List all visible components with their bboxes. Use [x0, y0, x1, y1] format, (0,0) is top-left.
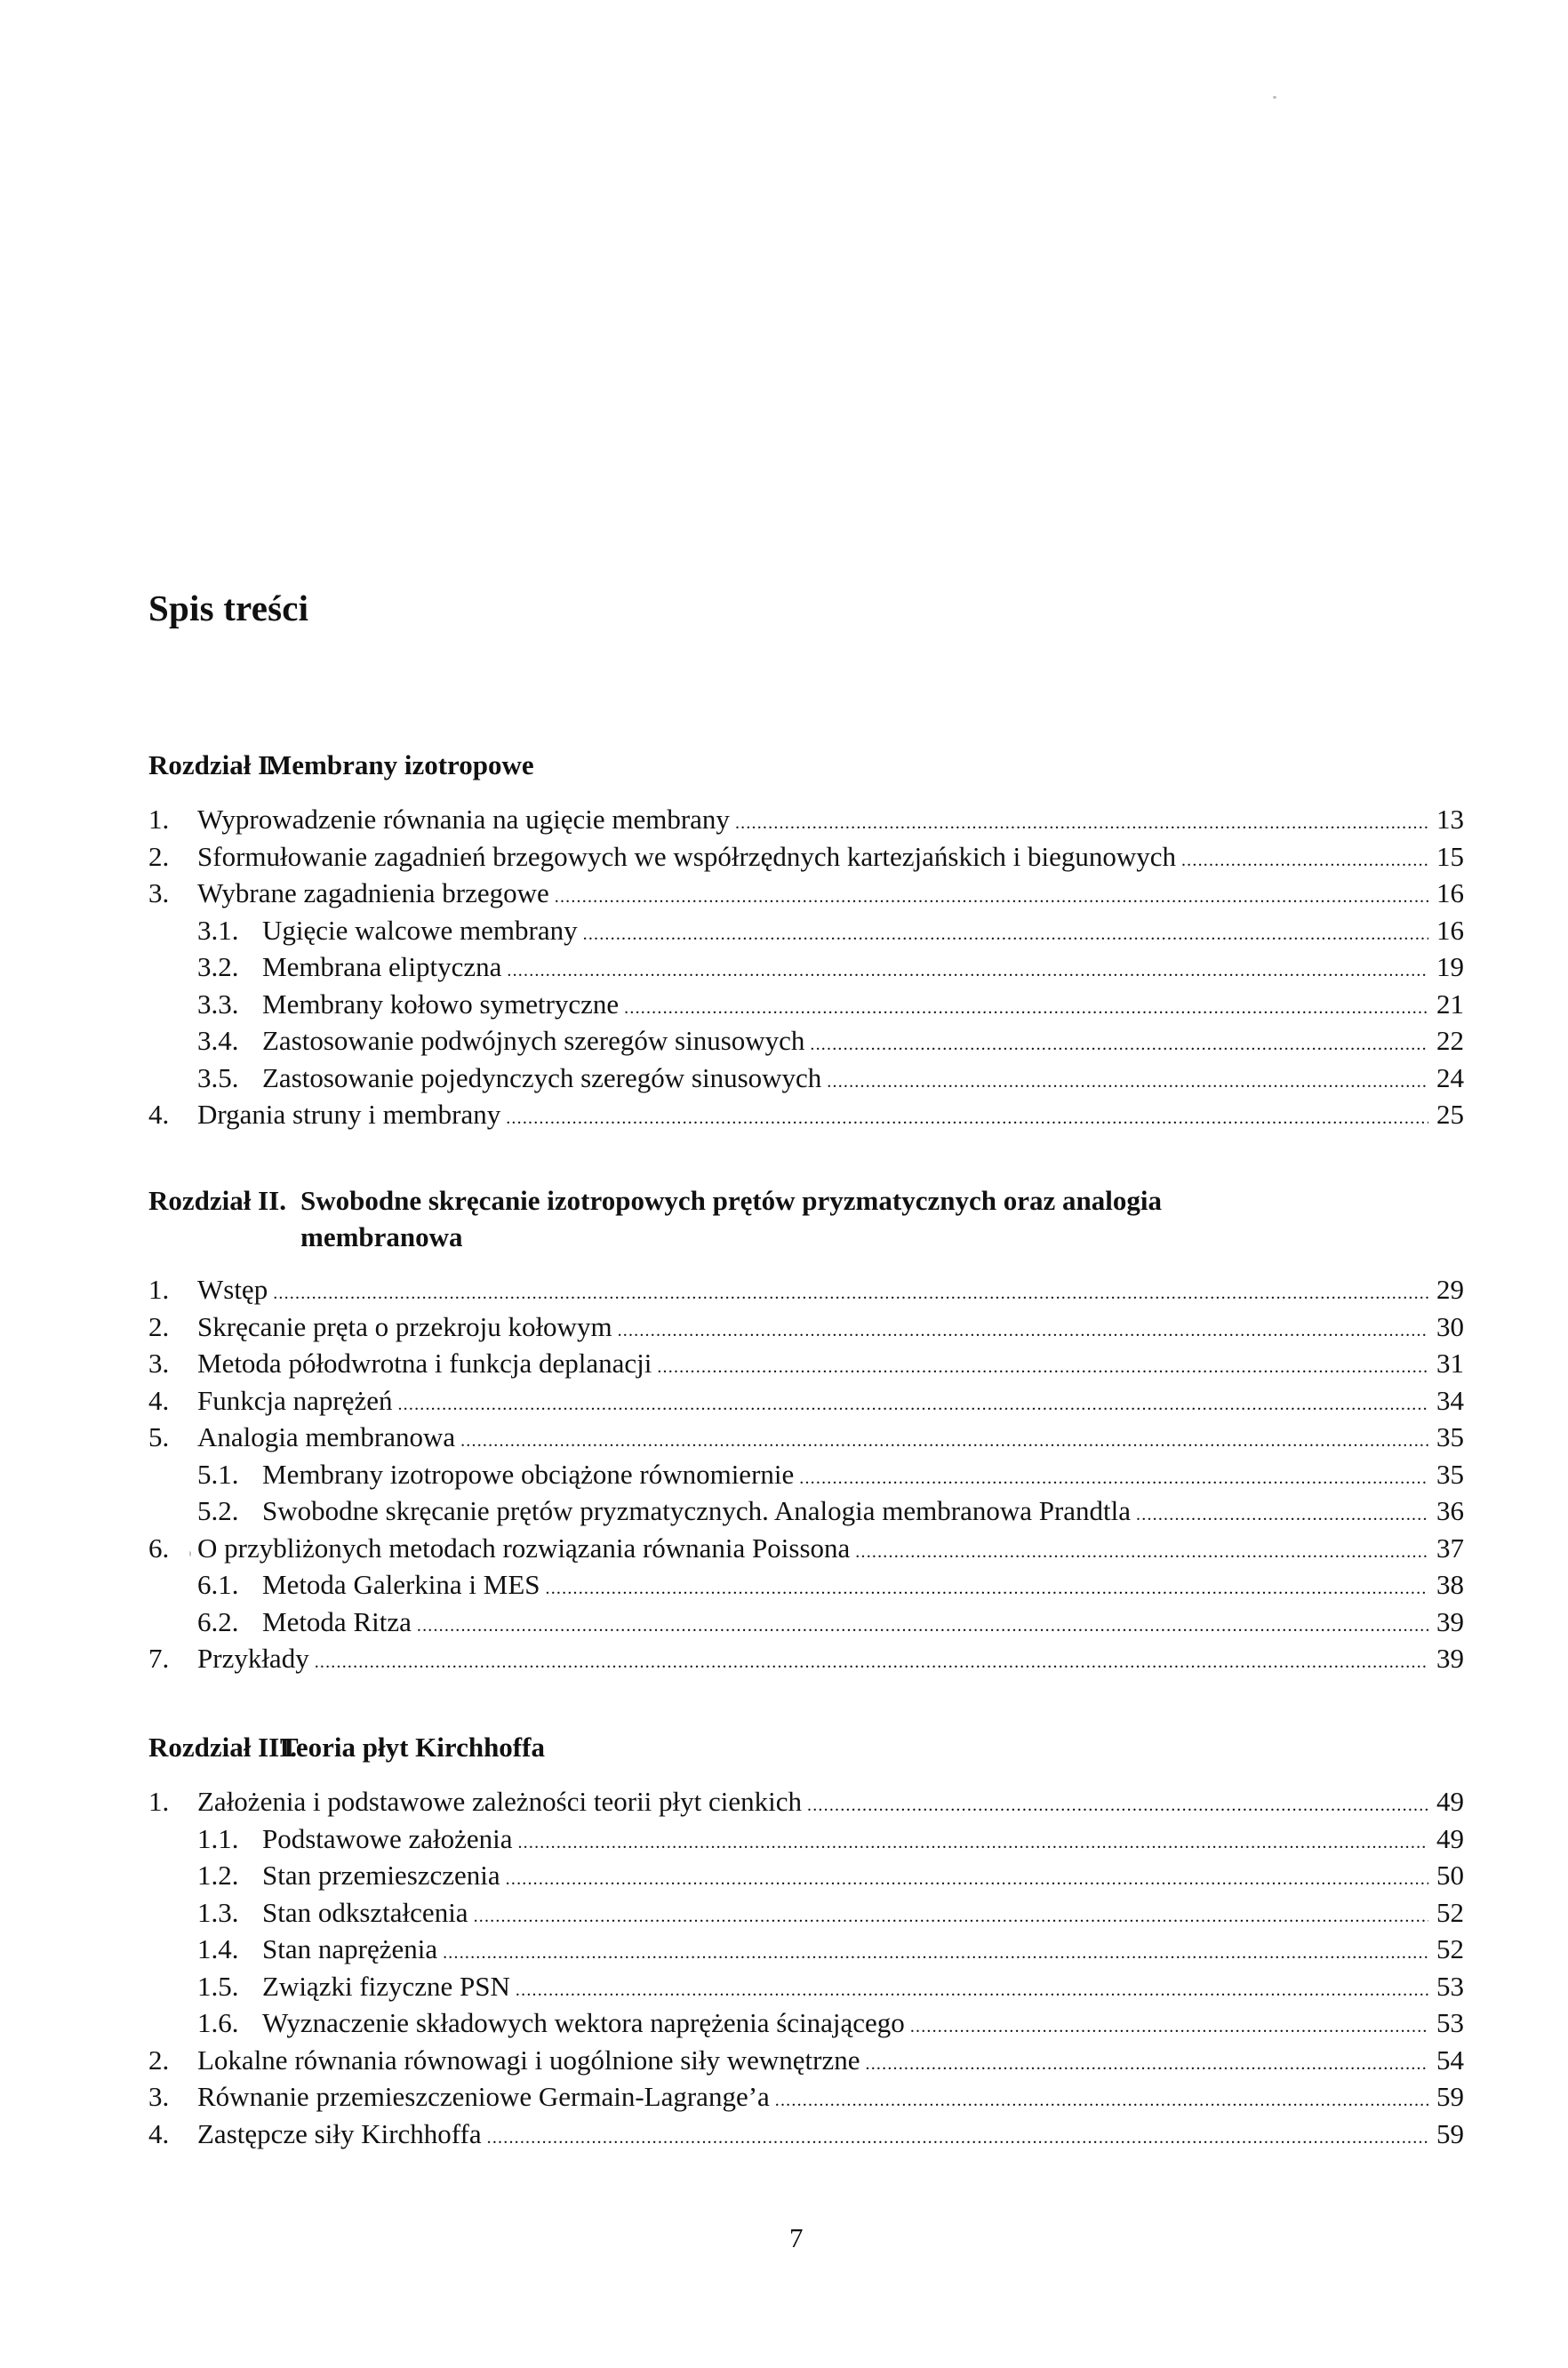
dot-leader — [810, 1027, 1428, 1064]
chapter-1 — [148, 747, 1464, 1133]
entry-number: 3.4. — [197, 1025, 239, 1056]
entry-title: Wstęp — [197, 1274, 268, 1305]
entry-number: 5.2. — [197, 1495, 239, 1526]
toc-entry — [148, 838, 1464, 876]
entry-page: 38 — [1436, 1569, 1464, 1600]
entry-page: 53 — [1436, 2007, 1464, 2038]
chapter-label: Rozdział II. — [148, 1185, 286, 1216]
toc-entries — [148, 801, 1464, 1133]
entry-title: Sformułowanie zagadnień brzegowych we współrzędnych kartezjańskich i biegunowych — [197, 840, 1176, 872]
entry-page: 19 — [1436, 951, 1464, 982]
entry-number: 3. — [148, 1348, 170, 1379]
dot-leader — [910, 2009, 1428, 2046]
entry-title: Membrany izotropowe obciążone równomiernie — [262, 1458, 795, 1490]
entry-page: 29 — [1436, 1274, 1464, 1305]
dot-leader — [315, 1644, 1428, 1682]
entry-title: Swobodne skręcanie prętów pryzmatycznych. Analogia membranowa Prandtla — [262, 1495, 1132, 1526]
dot-leader — [516, 1972, 1428, 2010]
chapter-label: Rozdział I. — [148, 749, 276, 780]
chapter-heading — [148, 747, 1464, 783]
entry-number: 5.1. — [197, 1458, 239, 1490]
entry-number: 1. — [148, 1274, 170, 1305]
entry-page: 13 — [1436, 804, 1464, 835]
entry-page: 21 — [1436, 988, 1464, 1020]
entry-number: 5. — [148, 1421, 170, 1452]
toc-entry — [148, 1419, 1464, 1456]
toc-entry — [148, 1640, 1464, 1677]
entry-title: Metoda Ritza — [262, 1605, 412, 1637]
dot-leader — [799, 1460, 1428, 1498]
entry-page: 53 — [1436, 1970, 1464, 2002]
toc-entry — [148, 912, 1464, 949]
toc-entries — [148, 1783, 1464, 2152]
toc-entry — [148, 1894, 1464, 1932]
entry-title: Założenia i podstawowe zależności teorii płyt cienkich — [197, 1786, 803, 1817]
dot-leader — [443, 1935, 1428, 1972]
entry-page: 36 — [1436, 1495, 1464, 1526]
entry-number: 2. — [148, 1310, 170, 1342]
entry-title: Zastosowanie pojedynczych szeregów sinusowych — [262, 1061, 822, 1093]
dot-leader — [460, 1423, 1428, 1460]
dot-leader — [397, 1387, 1428, 1424]
toc-entry — [148, 1096, 1464, 1133]
entry-number: 3. — [148, 877, 170, 908]
entry-title: Przykłady — [197, 1643, 309, 1674]
entry-page: 35 — [1436, 1421, 1464, 1452]
dot-leader — [273, 1276, 1428, 1313]
toc-entry — [148, 1492, 1464, 1530]
entry-title: Wyprowadzenie równania na ugięcie membrany — [197, 804, 730, 835]
dot-leader — [618, 1313, 1428, 1350]
entry-page: 34 — [1436, 1384, 1464, 1416]
entry-title: Drgania struny i membrany — [197, 1099, 501, 1130]
dot-leader — [657, 1349, 1428, 1387]
entry-title: Stan przemieszczenia — [262, 1860, 500, 1891]
entry-title: Wyznaczenie składowych wektora naprężenia ścinającego — [262, 2007, 905, 2038]
chapter-heading — [148, 1182, 1464, 1255]
entry-page: 30 — [1436, 1310, 1464, 1342]
entry-number: 6.1. — [197, 1569, 239, 1600]
entry-title: Metoda Galerkina i MES — [262, 1569, 540, 1600]
entry-number: 7. — [148, 1643, 170, 1674]
entry-page: 37 — [1436, 1532, 1464, 1564]
toc-entry — [148, 2116, 1464, 2153]
dot-leader — [517, 1825, 1428, 1862]
toc-entry — [148, 1783, 1464, 1820]
entry-title: Lokalne równania równowagi i uogólnione siły wewnętrzne — [197, 2044, 860, 2076]
entry-number: 4. — [148, 1384, 170, 1416]
toc-entry — [148, 1931, 1464, 1968]
entry-page: 59 — [1436, 2117, 1464, 2149]
toc-entry — [148, 2004, 1464, 2042]
dot-leader — [507, 953, 1428, 990]
toc-entry — [148, 1060, 1464, 1097]
entry-title: Równanie przemieszczeniowe Germain-Lagrange’a — [197, 2081, 770, 2112]
toc-entry — [148, 1456, 1464, 1493]
entry-number: 6. — [148, 1532, 170, 1564]
entry-page: 54 — [1436, 2044, 1464, 2076]
entry-title: Membrana eliptyczna — [262, 951, 502, 982]
dot-leader — [555, 879, 1428, 916]
dot-leader — [506, 1861, 1428, 1899]
entry-page: 39 — [1436, 1605, 1464, 1637]
chapter-heading — [148, 1729, 1464, 1765]
dot-leader — [807, 1788, 1428, 1825]
entry-title: Skręcanie pręta o przekroju kołowym — [197, 1310, 612, 1342]
dot-leader — [1136, 1497, 1428, 1534]
entry-title: Zastosowanie podwójnych szeregów sinusowych — [262, 1025, 805, 1056]
entry-page: 22 — [1436, 1025, 1464, 1056]
entry-title: Ugięcie walcowe membrany — [262, 914, 578, 946]
dot-leader — [855, 1534, 1428, 1572]
entry-page: 39 — [1436, 1643, 1464, 1674]
dot-leader — [583, 916, 1428, 954]
toc-entry — [148, 1968, 1464, 2005]
entry-number: 4. — [148, 1099, 170, 1130]
entry-page: 16 — [1436, 914, 1464, 946]
entry-title: Metoda półodwrotna i funkcja deplanacji — [197, 1348, 652, 1379]
entry-title: Stan naprężenia — [262, 1933, 438, 1964]
entry-title: Funkcja naprężeń — [197, 1384, 393, 1416]
toc-entry — [148, 1857, 1464, 1894]
entry-page: 35 — [1436, 1458, 1464, 1490]
entry-number: 1.5. — [197, 1970, 239, 2002]
toc-entry — [148, 1271, 1464, 1308]
entry-number: 2. — [148, 840, 170, 872]
dot-leader — [474, 1899, 1428, 1936]
entry-number: 3. — [148, 2081, 170, 2112]
toc-entry — [148, 948, 1464, 986]
toc-entry — [148, 986, 1464, 1023]
entry-page: 59 — [1436, 2081, 1464, 2112]
entry-page: 52 — [1436, 1896, 1464, 1928]
entry-number: 3.1. — [197, 914, 239, 946]
dot-leader — [624, 990, 1428, 1028]
toc-entry — [148, 801, 1464, 838]
entry-number: 3.2. — [197, 951, 239, 982]
entry-page: 52 — [1436, 1933, 1464, 1964]
entry-page: 50 — [1436, 1860, 1464, 1891]
dot-leader — [487, 2120, 1428, 2157]
toc-entry — [148, 1382, 1464, 1420]
entry-page: 49 — [1436, 1786, 1464, 1817]
entry-number: 3.5. — [197, 1061, 239, 1093]
toc-entry — [148, 1566, 1464, 1604]
entry-page: 49 — [1436, 1822, 1464, 1854]
entry-title: Wybrane zagadnienia brzegowe — [197, 877, 549, 908]
entry-title: Zastępcze siły Kirchhoffa — [197, 2117, 482, 2149]
entry-page: 24 — [1436, 1061, 1464, 1093]
entry-number: 1.4. — [197, 1933, 239, 1964]
entry-title: Stan odkształcenia — [262, 1896, 468, 1928]
page-title: Spis treści — [148, 588, 309, 628]
toc-entry — [148, 1022, 1464, 1060]
entry-number: 1.1. — [197, 1822, 239, 1854]
entry-title: Membrany kołowo symetryczne — [262, 988, 620, 1020]
toc-entry — [148, 1604, 1464, 1641]
entry-number: 1.6. — [197, 2007, 239, 2038]
dot-leader — [506, 1100, 1428, 1138]
entry-page: 16 — [1436, 877, 1464, 908]
page-number: 7 — [789, 2222, 804, 2253]
toc-entries — [148, 1271, 1464, 1677]
toc-entry — [148, 2078, 1464, 2116]
dot-leader — [775, 2083, 1428, 2120]
dot-leader — [417, 1608, 1428, 1645]
toc-entry — [148, 1308, 1464, 1346]
entry-number: 1. — [148, 804, 170, 835]
entry-page: 25 — [1436, 1099, 1464, 1130]
chapter-2 — [148, 1182, 1464, 1677]
entry-number: 1. — [148, 1786, 170, 1817]
toc-entry — [148, 1345, 1464, 1382]
dot-leader — [1181, 843, 1428, 880]
entry-number: 6.2. — [197, 1605, 239, 1637]
entry-number: 1.2. — [197, 1860, 239, 1891]
dot-leader — [735, 805, 1428, 843]
chapter-title: Membrany izotropowe — [266, 749, 534, 780]
dot-leader — [546, 1571, 1428, 1608]
entry-number: 3.3. — [197, 988, 239, 1020]
dot-leader — [827, 1064, 1428, 1101]
chapter-title: Teoria płyt Kirchhoffa — [280, 1732, 545, 1763]
entry-page: 31 — [1436, 1348, 1464, 1379]
entry-number: 4. — [148, 2117, 170, 2149]
entry-title: Analogia membranowa — [197, 1421, 456, 1452]
toc-entry — [148, 1530, 1464, 1567]
chapter-title: Swobodne skręcanie izotropowych prętów pryzmatycznych oraz analogia membranowa — [300, 1185, 1162, 1252]
scan-speck — [189, 1551, 191, 1556]
entry-title: Związki fizyczne PSN — [262, 1970, 510, 2002]
entry-number: 1.3. — [197, 1896, 239, 1928]
toc-entry — [148, 1820, 1464, 1858]
scan-speck — [1273, 96, 1276, 99]
chapter-3 — [148, 1729, 1464, 2152]
chapter-label: Rozdział III. — [148, 1732, 298, 1763]
entry-page: 15 — [1436, 840, 1464, 872]
entry-title: Podstawowe założenia — [262, 1822, 513, 1854]
dot-leader — [866, 2046, 1428, 2084]
toc-entry — [148, 2042, 1464, 2079]
entry-title: O przybliżonych metodach rozwiązania równania Poissona — [197, 1532, 851, 1564]
toc-entry — [148, 875, 1464, 912]
entry-number: 2. — [148, 2044, 170, 2076]
